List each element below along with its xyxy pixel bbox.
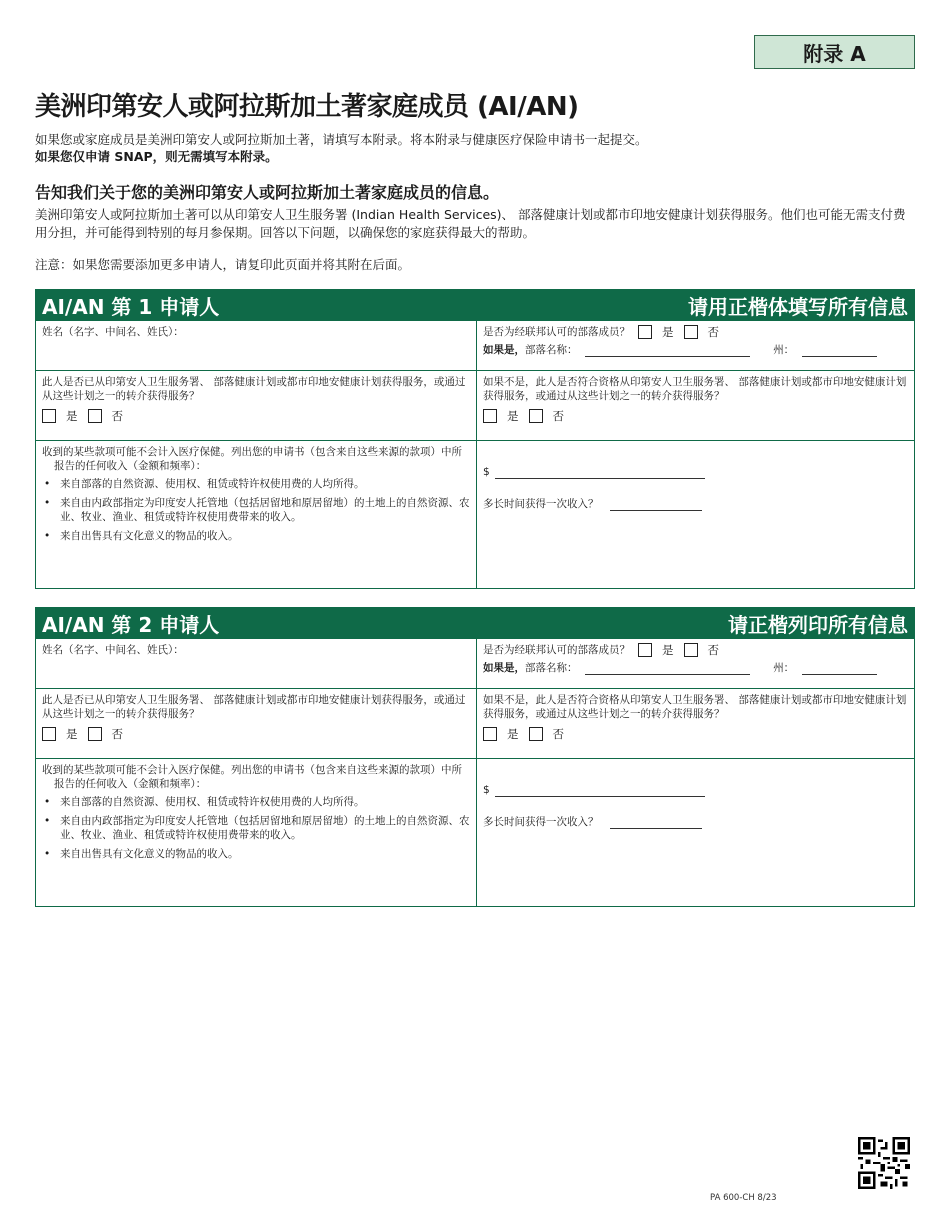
intro-snap-note: 如果您仅申请 SNAP，则无需填写本附录。 <box>35 149 278 164</box>
no-label: 否 <box>111 409 123 423</box>
applicant-1-header <box>36 290 914 320</box>
section-body: 美洲印第安人或阿拉斯加土著可以从印第安人卫生服务署 (Indian Health Services)、 部落健康计划或都市印地安健康计划获得服务。他们也可能无需支付费用分担，并可能得到特别的每月参保期。回答以下问题，以确保您的家庭获得最大的帮助。 <box>35 207 906 240</box>
applicant-2-state-input[interactable] <box>802 663 877 675</box>
served-question: 此人是否已从印第安人卫生服务署、 部落健康计划或都市印地安健康计划获得服务，或通过从这些计划之一的转介获得服务？ <box>42 694 466 720</box>
applicant-2-header <box>36 608 914 638</box>
income-list <box>42 795 470 861</box>
no-label: 否 <box>552 409 564 423</box>
income-intro: 收到的某些款项可能不会计入医疗保健。列出您的申请书（包含来自这些来源的款项）中所报告的任何收入（金额和频率）： <box>42 764 462 790</box>
applicant-1-income-entry <box>476 441 914 588</box>
no-label: 否 <box>707 325 719 339</box>
yes-label: 是 <box>507 727 519 741</box>
tribe-question: 是否为经联邦认可的部落成员？ <box>483 326 630 338</box>
applicant-1-form <box>35 289 915 589</box>
applicant-1-tribe-no-checkbox[interactable] <box>684 325 698 339</box>
no-label: 否 <box>707 643 719 657</box>
applicant-1-row-name <box>36 320 914 370</box>
applicant-1-income-info <box>36 441 476 588</box>
applicant-1-tribe-yes-checkbox[interactable] <box>638 325 652 339</box>
applicant-2-income-info <box>36 759 476 906</box>
applicant-2-row-name <box>36 638 914 688</box>
applicant-1-instruction: 请用正楷体填写所有信息 <box>688 294 908 319</box>
frequency-label: 多长时间获得一次收入？ <box>483 816 599 828</box>
dollar-sign: $ <box>483 466 490 478</box>
copy-note: 注意：如果您需要添加更多申请人，请复印此页面并将其附在后面。 <box>35 257 411 272</box>
dollar-sign: $ <box>483 784 490 796</box>
tribe-name-label: 部落名称： <box>525 662 578 674</box>
yes-label: 是 <box>66 727 78 741</box>
eligible-question: 如果不是，此人是否符合资格从印第安人卫生服务署、 部落健康计划或都市印地安健康计划获得服务，或通过从这些计划之一的转介获得服务？ <box>483 376 907 402</box>
if-yes-label: 如果是， <box>483 662 525 674</box>
no-label: 否 <box>111 727 123 741</box>
applicant-1-row-services <box>36 370 914 440</box>
applicant-2-row-services <box>36 688 914 758</box>
applicant-1-served-cell <box>36 371 476 440</box>
income-item: • 来自出售具有文化意义的物品的收入。 <box>42 847 470 861</box>
applicant-1-income-amount-input[interactable] <box>495 467 705 479</box>
name-label: 姓名（名字、中间名、姓氏）： <box>42 644 184 656</box>
applicant-1-eligible-cell <box>476 371 914 440</box>
applicant-2-eligible-no-checkbox[interactable] <box>529 727 543 741</box>
applicant-2-name-field[interactable] <box>36 639 476 688</box>
applicant-2-served-no-checkbox[interactable] <box>88 727 102 741</box>
applicant-1-row-income <box>36 440 914 588</box>
yes-label: 是 <box>662 325 674 339</box>
applicant-2-instruction: 请正楷列印所有信息 <box>728 612 908 637</box>
intro <box>35 131 915 165</box>
applicant-2-served-yes-checkbox[interactable] <box>42 727 56 741</box>
applicant-2-income-entry <box>476 759 914 906</box>
qr-code-icon <box>858 1137 910 1189</box>
name-label: 姓名（名字、中间名、姓氏）： <box>42 326 184 338</box>
served-question: 此人是否已从印第安人卫生服务署、 部落健康计划或都市印地安健康计划获得服务，或通过从这些计划之一的转介获得服务？ <box>42 376 466 402</box>
applicant-1-tribe-cell <box>476 321 914 370</box>
state-label: 州： <box>773 344 795 356</box>
page-title: 美洲印第安人或阿拉斯加土著家庭成员 (AI/AN) <box>35 92 579 122</box>
tribe-question: 是否为经联邦认可的部落成员？ <box>483 644 630 656</box>
applicant-1-income-frequency-input[interactable] <box>610 499 702 511</box>
tribe-name-label: 部落名称： <box>525 344 578 356</box>
income-item: • 来自部落的自然资源、使用权、租赁或特许权使用费的人均所得。 <box>42 795 470 809</box>
applicant-1-label: AI/AN 第 1 申请人 <box>42 294 220 319</box>
applicant-2-served-cell <box>36 689 476 758</box>
intro-text: 如果您或家庭成员是美洲印第安人或阿拉斯加土著，请填写本附录。将本附录与健康医疗保险申请书一起提交。 <box>35 132 648 147</box>
applicant-2-label: AI/AN 第 2 申请人 <box>42 612 220 637</box>
applicant-1-served-yes-checkbox[interactable] <box>42 409 56 423</box>
applicant-2-income-amount-input[interactable] <box>495 785 705 797</box>
applicant-2-income-frequency-input[interactable] <box>610 817 702 829</box>
appendix-label: 附录 A <box>754 35 915 69</box>
applicant-2-eligible-cell <box>476 689 914 758</box>
applicant-2-eligible-yes-checkbox[interactable] <box>483 727 497 741</box>
applicant-2-tribe-yes-checkbox[interactable] <box>638 643 652 657</box>
applicant-1-served-no-checkbox[interactable] <box>88 409 102 423</box>
applicant-2-tribe-cell <box>476 639 914 688</box>
income-item: • 来自出售具有文化意义的物品的收入。 <box>42 529 470 543</box>
applicant-2-tribe-no-checkbox[interactable] <box>684 643 698 657</box>
yes-label: 是 <box>662 643 674 657</box>
income-list <box>42 477 470 543</box>
eligible-question: 如果不是，此人是否符合资格从印第安人卫生服务署、 部落健康计划或都市印地安健康计划获得服务，或通过从这些计划之一的转介获得服务？ <box>483 694 907 720</box>
income-item: • 来自部落的自然资源、使用权、租赁或特许权使用费的人均所得。 <box>42 477 470 491</box>
income-intro: 收到的某些款项可能不会计入医疗保健。列出您的申请书（包含来自这些来源的款项）中所报告的任何收入（金额和频率）： <box>42 446 462 472</box>
applicant-1-name-field[interactable] <box>36 321 476 370</box>
frequency-label: 多长时间获得一次收入？ <box>483 498 599 510</box>
applicant-1-eligible-no-checkbox[interactable] <box>529 409 543 423</box>
state-label: 州： <box>773 662 795 674</box>
applicant-2-row-income <box>36 758 914 906</box>
applicant-2-tribe-name-input[interactable] <box>585 663 750 675</box>
if-yes-label: 如果是， <box>483 344 525 356</box>
applicant-1-tribe-name-input[interactable] <box>585 345 750 357</box>
section-heading: 告知我们关于您的美洲印第安人或阿拉斯加土著家庭成员的信息。 <box>35 183 500 202</box>
yes-label: 是 <box>66 409 78 423</box>
applicant-1-eligible-yes-checkbox[interactable] <box>483 409 497 423</box>
applicant-2-form <box>35 607 915 907</box>
applicant-1-state-input[interactable] <box>802 345 877 357</box>
income-item: • 来自由内政部指定为印度安人托管地（包括居留地和原居留地）的土地上的自然资源、农业、牧业、渔业、租赁或特许权使用费带来的收入。 <box>42 496 470 524</box>
no-label: 否 <box>552 727 564 741</box>
income-item: • 来自由内政部指定为印度安人托管地（包括居留地和原居留地）的土地上的自然资源、农业、牧业、渔业、租赁或特许权使用费带来的收入。 <box>42 814 470 842</box>
yes-label: 是 <box>507 409 519 423</box>
form-code: PA 600-CH 8/23 <box>710 1193 777 1203</box>
